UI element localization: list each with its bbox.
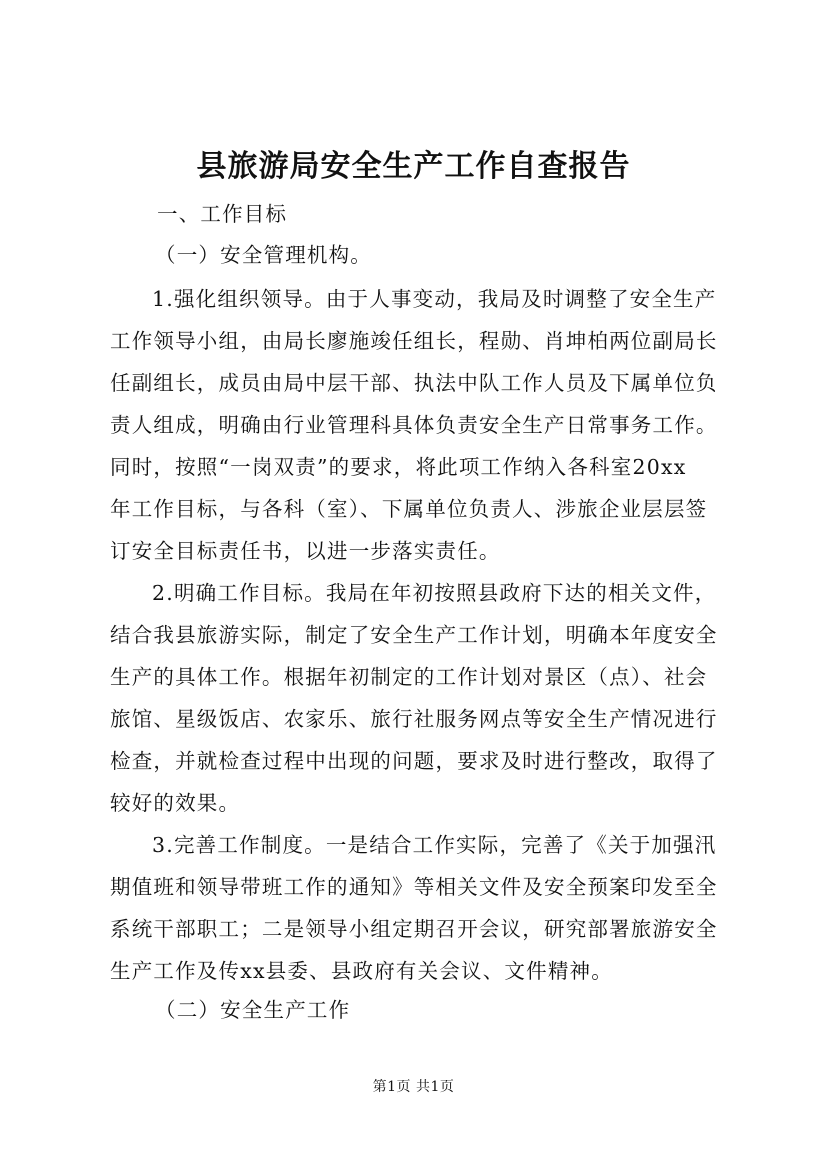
paragraph-line: 同时，按照“一岗双责”的要求，将此项工作纳入各科室20xx	[110, 455, 687, 479]
section-heading: 一、工作目标	[157, 202, 288, 226]
paragraph-line: 期值班和领导带班工作的通知》等相关文件及安全预案印发至全	[110, 875, 718, 899]
paragraph-line: 生产的具体工作。根据年初制定的工作计划对景区（点）、社会	[110, 665, 708, 689]
paragraph-line: 2.明确工作目标。我局在年初按照县政府下达的相关文件，	[152, 581, 717, 605]
paragraph-line: 系统干部职工；二是领导小组定期召开会议，研究部署旅游安全	[110, 917, 718, 941]
paragraph-line: 检查，并就检查过程中出现的问题，要求及时进行整改，取得了	[110, 749, 718, 773]
paragraph-line: 生产工作及传xx县委、县政府有关会议、文件精神。	[110, 959, 613, 983]
paragraph-line: 任副组长，成员由局中层干部、执法中队工作人员及下属单位负	[110, 371, 718, 395]
paragraph-line: 较好的效果。	[110, 791, 241, 815]
paragraph-line: 旅馆、星级饭店、农家乐、旅行社服务网点等安全生产情况进行	[110, 707, 718, 731]
document-title: 县旅游局安全生产工作自查报告	[196, 149, 631, 184]
paragraph-line: 工作领导小组，由局长廖施竣任组长，程勋、肖坤柏两位副局长	[110, 329, 718, 353]
paragraph-line: 年工作目标，与各科（室）、下属单位负责人、涉旅企业层层签	[110, 497, 708, 521]
subsection-heading: （一）安全管理机构。	[155, 243, 372, 267]
page-footer: 第1页 共1页	[372, 1079, 455, 1095]
paragraph-line: 1.强化组织领导。由于人事变动，我局及时调整了安全生产	[152, 287, 717, 311]
paragraph-line: 责人组成，明确由行业管理科具体负责安全生产日常事务工作。	[110, 413, 718, 437]
subsection-heading: （二）安全生产工作	[155, 998, 351, 1022]
paragraph-line: 订安全目标责任书，以进一步落实责任。	[110, 539, 501, 563]
paragraph-line: 3.完善工作制度。一是结合工作实际，完善了《关于加强汛	[152, 833, 717, 857]
paragraph-line: 结合我县旅游实际，制定了安全生产工作计划，明确本年度安全	[110, 623, 718, 647]
